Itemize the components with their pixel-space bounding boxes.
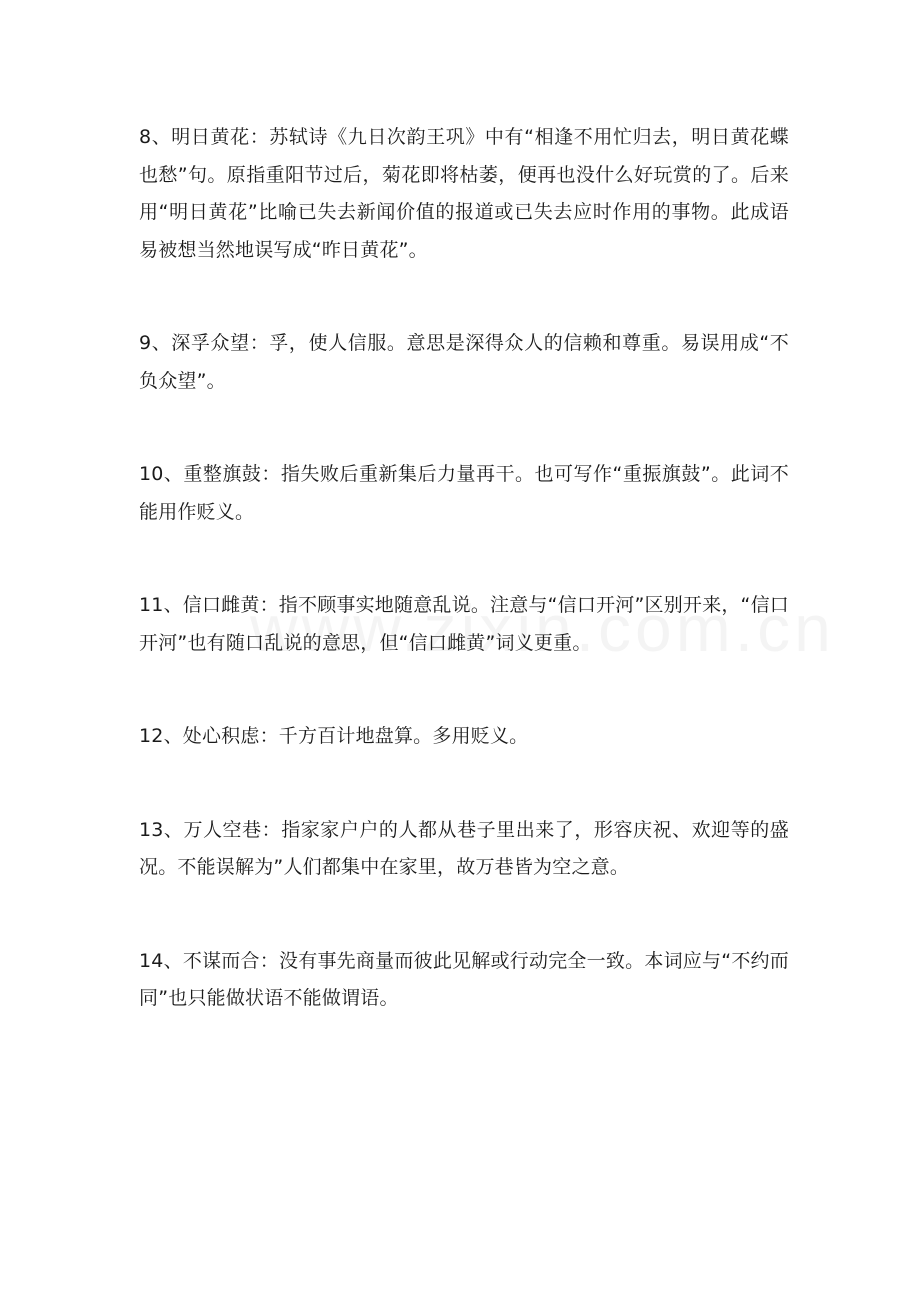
- idiom-entry-10: [139, 456, 789, 531]
- idiom-entry-list: [139, 119, 789, 1074]
- idiom-entry-13: [139, 812, 789, 887]
- entry-number: 13: [139, 818, 164, 841]
- entry-text: 、处心积虑：千方百计地盘算。多用贬义。: [163, 725, 529, 747]
- entry-number: 11: [139, 594, 164, 616]
- idiom-entry-9: [139, 325, 789, 400]
- entry-text: 、信口雌黄：指不顾事实地随意乱说。注意与“信口开河”区别开来，“信口开河”也有随口乱说的意思，但“信口雌黄”词义更重。: [139, 594, 789, 654]
- entry-text: 、万人空巷：指家家户户的人都从巷子里出来了，形容庆祝、欢迎等的盛况。不能误解为”人们都集中在家里，故万巷皆为空之意。: [139, 818, 789, 878]
- entry-number: 10: [139, 463, 164, 485]
- idiom-entry-14: [139, 943, 789, 1018]
- entry-number: 8: [139, 126, 152, 148]
- entry-text: 、明日黄花：苏轼诗《九日次韵王巩》中有“相逢不用忙归去，明日黄花蝶也愁”句。原指重阳节过后，菊花即将枯萎，便再也没什么好玩赏的了。后来用“明日黄花”比喻已失去新闻价值的报道或已失去应时作用的事物。此成语易被想当然地误写成“昨日黄花”。: [139, 126, 789, 261]
- entry-number: 9: [139, 332, 152, 354]
- idiom-entry-8: [139, 119, 789, 269]
- entry-number: 12: [139, 725, 164, 747]
- idiom-entry-12: [139, 718, 789, 756]
- entry-text: 、深孚众望：孚，使人信服。意思是深得众人的信赖和尊重。易误用成“不负众望”。: [139, 332, 789, 392]
- entry-text: 、不谋而合：没有事先商量而彼此见解或行动完全一致。本词应与“不约而同”也只能做状语不能做谓语。: [139, 949, 789, 1009]
- entry-text: 、重整旗鼓：指失败后重新集后力量再干。也可写作“重振旗鼓”。此词不能用作贬义。: [139, 463, 789, 523]
- idiom-entry-11: [139, 587, 789, 662]
- entry-number: 14: [139, 949, 164, 972]
